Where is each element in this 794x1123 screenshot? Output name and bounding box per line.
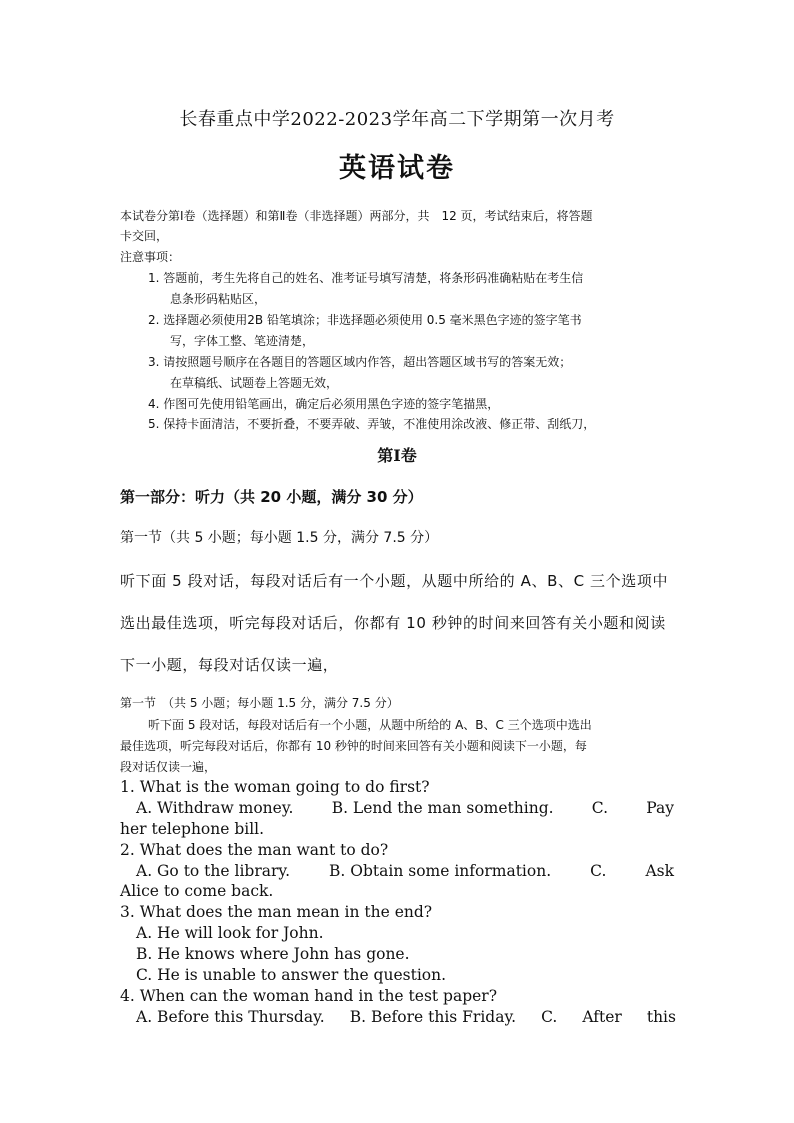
exam-subtitle: 英语试卷 (339, 153, 455, 184)
question-1-option-a: A. Withdraw money. (136, 799, 294, 817)
question-4-option-b: B. Before this Friday. (349, 1008, 517, 1026)
question-4-option-c-label: C. (541, 1008, 558, 1026)
repeat-directions-1: 听下面 5 段对话，每段对话后有一个小题，从题中所给的 A、B、C 三个选项中选出 (148, 718, 592, 732)
intro-line-2: 卡交回， (120, 229, 169, 243)
notice-item-2: 2. 选择题必须使用2B 铅笔填涂；非选择题必须使用 0.5 毫米黑色字迹的签字笔书 (148, 313, 582, 327)
repeat-subheading: 第一节 （共 5 小题；每小题 1.5 分，满分 7.5 分） (120, 696, 399, 710)
notice-item-1: 1. 答题前，考生先将自己的姓名、准考证号填写清楚，将条形码准确粘贴在考生信 (148, 271, 584, 285)
repeat-directions-3: 段对话仅读一遍， (120, 760, 217, 774)
question-4-option-c-word-1: After (582, 1008, 622, 1026)
part1-subheading: 第一节（共 5 小题；每小题 1.5 分，满分 7.5 分） (120, 530, 439, 546)
notice-item-4: 4. 作图可先使用铅笔画出，确定后必须用黑色字迹的签字笔描黑， (148, 397, 500, 411)
question-3-option-a: A. He will look for John. (136, 924, 324, 942)
question-1-stem: 1. What is the woman going to do first? (120, 778, 430, 796)
question-3-stem: 3. What does the man mean in the end? (120, 903, 433, 921)
question-2-option-a: A. Go to the library. (136, 862, 291, 880)
notice-item-2-cont: 写，字体工整、笔迹清楚， (170, 334, 315, 348)
question-3-option-c: C. He is unable to answer the question. (136, 966, 447, 984)
notice-item-3: 3. 请按照题号顺序在各题目的答题区域内作答，超出答题区域书写的答案无效； (148, 355, 572, 369)
question-1-option-b: B. Lend the man something. (331, 799, 554, 817)
question-4-options (136, 1007, 676, 1028)
question-2-option-b: B. Obtain some information. (329, 862, 552, 880)
notice-item-3-cont: 在草稿纸、试题卷上答题无效， (170, 376, 339, 390)
question-4-option-c-word-2: this (646, 1008, 676, 1026)
question-1-option-c-label: C. (591, 799, 609, 817)
question-3-option-b: B. He knows where John has gone. (136, 945, 410, 963)
repeat-directions-2: 最佳选项，听完每段对话后，你都有 10 秒钟的时间来回答有关小题和阅读下一小题，每 (120, 739, 587, 753)
question-1-option-c-cont: her telephone bill. (120, 820, 265, 838)
section-title: 第Ⅰ卷 (377, 446, 417, 465)
notice-label: 注意事项： (120, 250, 181, 264)
question-2-stem: 2. What does the man want to do? (120, 841, 389, 859)
notice-item-5: 5. 保持卡面清洁，不要折叠，不要弄破、弄皱，不准使用涂改液、修正带、刮纸刀， (148, 417, 596, 431)
intro-line-1: 本试卷分第Ⅰ卷（选择题）和第Ⅱ卷（非选择题）两部分，共 12 页，考试结束后，将答题 (120, 209, 593, 223)
part1-heading: 第一部分：听力（共 20 小题，满分 30 分） (120, 488, 423, 506)
notice-item-1-cont: 息条形码粘贴区， (170, 292, 267, 306)
question-2-option-c-word: Ask (645, 862, 674, 880)
question-2-option-c-cont: Alice to come back. (120, 882, 274, 900)
question-4-stem: 4. When can the woman hand in the test paper? (120, 987, 498, 1005)
question-4-option-a: A. Before this Thursday. (136, 1008, 325, 1026)
part1-directions-2: 选出最佳选项，听完每段对话后，你都有 10 秒钟的时间来回答有关小题和阅读 (120, 614, 666, 632)
question-1-option-c-word: Pay (646, 799, 674, 817)
question-2-option-c-label: C. (590, 862, 607, 880)
question-2-options (136, 861, 674, 882)
part1-directions-1: 听下面 5 段对话，每段对话后有一个小题，从题中所给的 A、B、C 三个选项中 (120, 572, 669, 590)
question-1-options (136, 798, 674, 819)
exam-title: 长春重点中学2022-2023学年高二下学期第一次月考 (179, 109, 615, 130)
part1-directions-3: 下一小题，每段对话仅读一遍， (120, 656, 339, 674)
